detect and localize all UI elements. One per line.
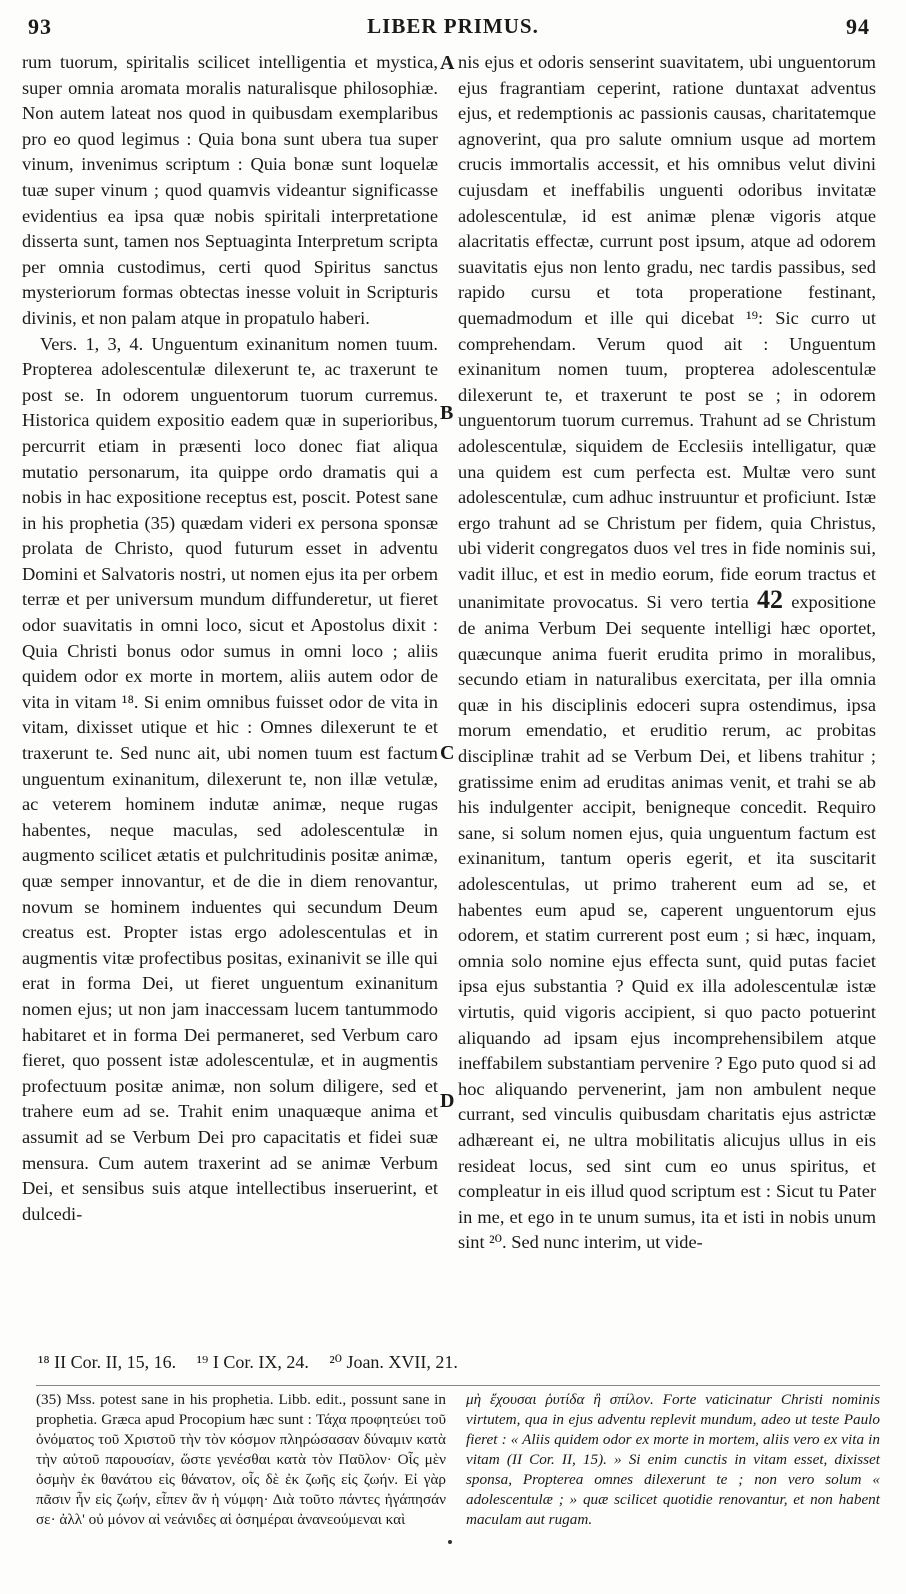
- left-page-number: 93: [28, 14, 52, 39]
- running-title: LIBER PRIMUS.: [367, 14, 539, 38]
- page-break-number: 42: [756, 585, 783, 615]
- right-column: [458, 50, 876, 1256]
- footnote-right: μὴ ἔχουσαι ῥυτίδα ἢ σπίλον. Forte vaticinatur Christi nominis virtutem, qua in ejus adventu replevit mundum, adeo ut teste Paulo fieret : « Aliis quidem odor ex morte in mortem, aliis vero ex vita in vitam (II Cor. II, 15). » Si enim cunctis in vitam esset, dixisset sponsa, Propterea omnes dilexerunt te ; non vero solum « adolescentulæ ; » quæ scilicet quotidie renovantur, et non habent maculam aut rugam.: [466, 1391, 880, 1528]
- reference-19: ¹⁹ I Cor. IX, 24.: [196, 1352, 309, 1372]
- reference-20: ²⁰ Joan. XVII, 21.: [329, 1352, 458, 1372]
- left-column: [22, 50, 438, 1227]
- paragraph: [458, 50, 876, 1256]
- margin-marker-d: D: [440, 1090, 455, 1112]
- bottom-dot: [448, 1540, 452, 1544]
- margin-marker-c: C: [440, 742, 455, 764]
- reference-18: ¹⁸ II Cor. II, 15, 16.: [38, 1352, 177, 1372]
- margin-marker-a: A: [440, 52, 455, 74]
- paragraph-text: expositione de anima Verbum Dei sequente intelligi hæc oportet, quæcunque anima fuerit erudita primo in moralibus, secundo etiam in naturalibus exercitata, per illa omnia quæ in his disciplinis edoceri supra ostendimus, ipsa morum emendatio, et eruditio rerum, ac probitas disciplinæ trahit ad se Verbum Dei, et libens trahitur ; gratissime enim ad eruditas animas venit, et trahi se ab his indulgenter accipit, benigneque concedit. Requiro sane, si solum nomen ejus, quia unguentum factum est exinanitum, tantum operis egerit, et ita suscitarit adolescentulas, ut primo traherent eum ad se, et habentes eum apud se, caperent unguentorum ejus odorem, et statim currerent post eum ; si hæc, inquam, omnia solo nomine ejus effecta sunt, quid putas faciet ipsa ejus substantia ? Quid ex illa adolescentulæ istæ virtutis, quid vigoris accipient, si quo pacto potuerint aliquando ad ipsam ejus incomprehensibilem atque ineffabilem substantiam pervenire ? Ego puto quod si ad hoc aliquando pervenerint, jam non ambulent neque currant, sed vinculis quibusdam charitatis ejus astrictæ adhæreant ei, ne ultra mobilitatis alicujus ullus in eis resideat locus, sed sint cum eo unus spiritus, et compleatur in eis illud quod scriptum est : Sicut tu Pater in me, et ego in te unum sumus, ita et isti in nobis unum sint ²⁰. Sed nunc interim, ut vide-: [458, 592, 876, 1253]
- footnote-divider: [36, 1385, 880, 1386]
- scripture-references: [38, 1352, 474, 1373]
- right-page-number: 94: [846, 14, 870, 39]
- paragraph: Vers. 1, 3, 4. Unguentum exinanitum nomen tuum. Propterea adolescentulæ dilexerunt te, ac traxerunt te post se. In odorem unguentorum tuorum curremus. Historica quidem expositio eadem quæ in superioribus, percurrit etiam in præsenti loco donec fiat aliqua mutatio personarum, ita quippe ordo dramatis qui a nobis in hac expositione receptus est, poscit. Potest sane in his prophetia (35) quædam videri ex persona sponsæ prolata de Christo, quod futurum esset in adventu Domini et Salvatoris nostri, ut nomen ejus ita per orbem terræ et per universum mundum diffunderetur, ut fieret odor suavitatis in omni loco, sicut et Apostolus dixit : Quia Christi bonus odor sumus in omni loco ; aliis quidem odor ex morte in mortem, aliis autem odor de vita in vitam ¹⁸. Si enim omnibus fuisset odor de vita in vitam, dixisset utique et hic : Omnes dilexerunt te et traxerunt te. Sed nunc ait, ubi nomen tuum est factum unguentum exinanitum, dilexerunt te, non illæ vetulæ, ac veterem hominem indutæ animæ, neque rugas habentes, neque maculas, sed adolescentulæ in augmento scilicet ætatis et pulchritudinis positæ animæ, quæ semper innovantur, et de die in diem renovantur, novum se hominem induentes qui secundum Deum creatus est. Propter istas ergo adolescentulas et in augmentis vitæ profectibus positas, exinanivit se ille qui erat in forma Dei, ut fieret unguentum exinanitum nomen ejus; ut non jam inaccessam lucem tantummodo habitaret et in forma Dei permaneret, sed Verbum caro fieret, quo possent istæ adolescentulæ, et in augmentis profectuum positæ animæ, non solum diligere, sed et trahere eum ad se. Trahit enim unaquæque anima et assumit ad se Verbum Dei pro capacitatis et fidei suæ mensura. Cum autem traxerint ad se animæ Verbum Dei, et sensibus suis atque intellectibus inseruerint, et dulcedi-: [22, 333, 438, 1224]
- footnote-left: (35) Mss. potest sane in his prophetia. Libb. edit., possunt sane in prophetia. Græca apud Procopium hæc sunt : Τάχα προφητεύει τοῦ ὀνόματος τοῦ Χριστοῦ τὴν τὸν κόσμον πληρώσασαν δύναμιν κατὰ τὴν αὐτοῦ παρουσίαν, ὥστε γενέσθαι κατὰ τὸν Παῦλον· Οἷς μὲν ὀσμὴν ἐκ θανάτου εἰς θάνατον, οἷς δὲ ἐκ ζωῆς εἰς ζωήν. Εἰ γὰρ πᾶσιν ἦν εἰς ζωήν, εἶπεν ἂν ἡ νύμφη· Διὰ τοῦτο πάντες ἠγάπησάν σε· ἀλλ' οὐ μόνον αἱ νεάνιδες αἱ ὁσημέραι ἀνανεούμεναι καὶ: [36, 1391, 446, 1528]
- paragraph-text: nis ejus et odoris senserint suavitatem, ubi unguentorum ejus fragrantiam ceperint, ratione duntaxat adventus ejus, et redemptionis ac passionis causas, charitatemque agnoverint, qua pro salute omnium usque ad mortem crucis immortalis accessit, et his omnibus velut divini cujusdam et ineffabilis unguenti odoribus invitatæ adolescentulæ, id est animæ plenæ vigoris atque alacritatis effectæ, currunt post ipsum, atque ad odorem suavitatis ejus non lento gradu, nec tardis passibus, sed rapido cursu et tota properatione festinant, quemadmodum et ille qui dicebat ¹⁹: Sic curro ut comprehendam. Verum quod ait : Unguentum exinanitum nomen tuum, propterea adolescentulæ dilexerunt te, et traxerunt te post se ; in odorem unguentorum tuorum curremus. Trahunt ad se Christum adolescentulæ, siquidem de Ecclesiis intelligatur, quæ una quidem est cum perfecta est. Multæ vero sunt adolescentulæ, cum adhuc instruuntur et proficiunt. Istæ ergo trahunt ad se Christum per fidem, quia Christus, ubi viderit congregatos duos vel tres in fide nominis sui, vadit illuc, et est in medio eorum, fide eorum tractus et unanimitate provocatus. Si vero tertia: [458, 52, 876, 613]
- margin-marker-b: B: [440, 402, 454, 424]
- paragraph: rum tuorum, spiritalis scilicet intelligentia et mystica, super omnia aromata moralis naturalisque philosophiæ. Non autem lateat nos quod in quibusdam exemplaribus pro eo quod legimus : Quia bona sunt ubera tua super vinum, invenimus scriptum : Quia bonæ sunt loquelæ tuæ super vinum ; quod quamvis videantur significasse evidentius ea ipsa quæ nobis spiritali interpretatione disserta sunt, tamen nos Septuaginta Interpretum scripta per omnia custodimus, certi quod Spiritus sanctus mysteriorum formas obtectas inesse voluit in Scripturis divinis, et non palam atque in propatulo haberi.: [22, 52, 438, 328]
